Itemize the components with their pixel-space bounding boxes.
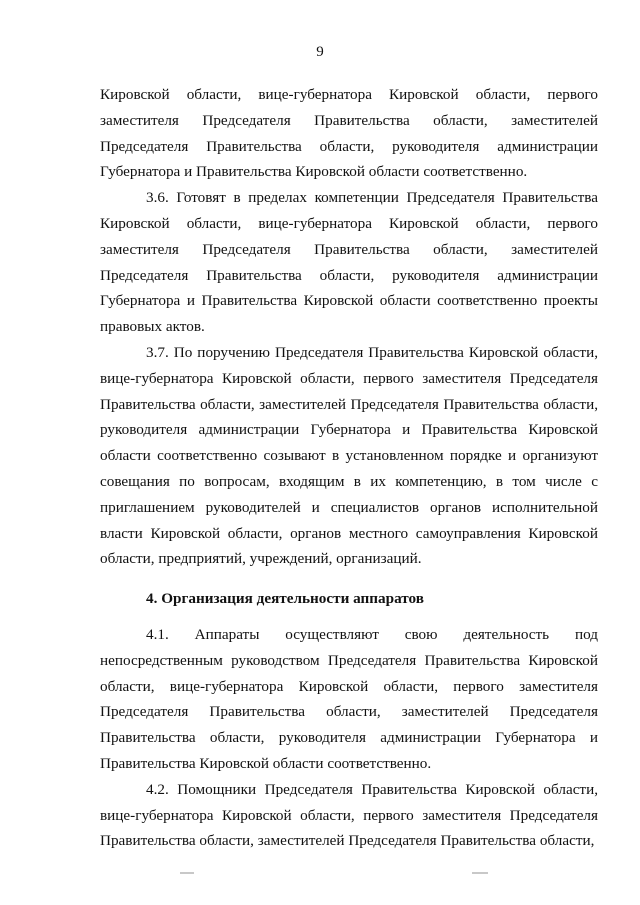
- document-body: [100, 82, 598, 854]
- scan-artifact-left: [180, 872, 194, 874]
- section-heading: 4. Организация деятельности аппаратов: [146, 590, 424, 608]
- paragraph-3-6: 3.6. Готовят в пределах компетенции Председателя Правительства Кировской области, вице-губернатора Кировской области, первого заместителя Председателя Правительства области, заместителей Председателя Правительства области, руководителя администрации Губернатора и Правительства Кировской области соответственно проекты правовых актов.: [100, 189, 598, 336]
- page-number: 9: [316, 44, 324, 60]
- paragraph-4-1: 4.1. Аппараты осуществляют свою деятельность под непосредственным руководством Председателя Правительства Кировской области, вице-губернатора Кировской области, первого заместителя Председателя Правительства области, заместителей Председателя Правительства области, руководителя администрации Губернатора и Правительства Кировской области соответственно.: [100, 625, 598, 772]
- paragraph-continuation: Кировской области, вице-губернатора Кировской области, первого заместителя Председателя Правительства области, заместителей Председателя Правительства области, руководителя администрации Губернатора и Правительства Кировской области соответственно.: [100, 86, 598, 181]
- scan-artifact-right: [472, 872, 488, 874]
- paragraph-4-2: 4.2. Помощники Председателя Правительства Кировской области, вице-губернатора Кировской области, первого заместителя Председателя Правительства области, заместителей Председателя Правительства области,: [100, 780, 598, 850]
- paragraph-3-7: 3.7. По поручению Председателя Правительства Кировской области, вице-губернатора Кировской области, первого заместителя Председателя Правительства области, заместителей Председателя Правительства области, руководителя администрации Губернатора и Правительства Кировской области соответственно созывают в установленном порядке и организуют совещания по вопросам, входящим в их компетенцию, в том числе с приглашением руководителей и специалистов органов исполнительной власти Кировской области, органов местного самоуправления Кировской области, предприятий, учреждений, организаций.: [100, 343, 598, 568]
